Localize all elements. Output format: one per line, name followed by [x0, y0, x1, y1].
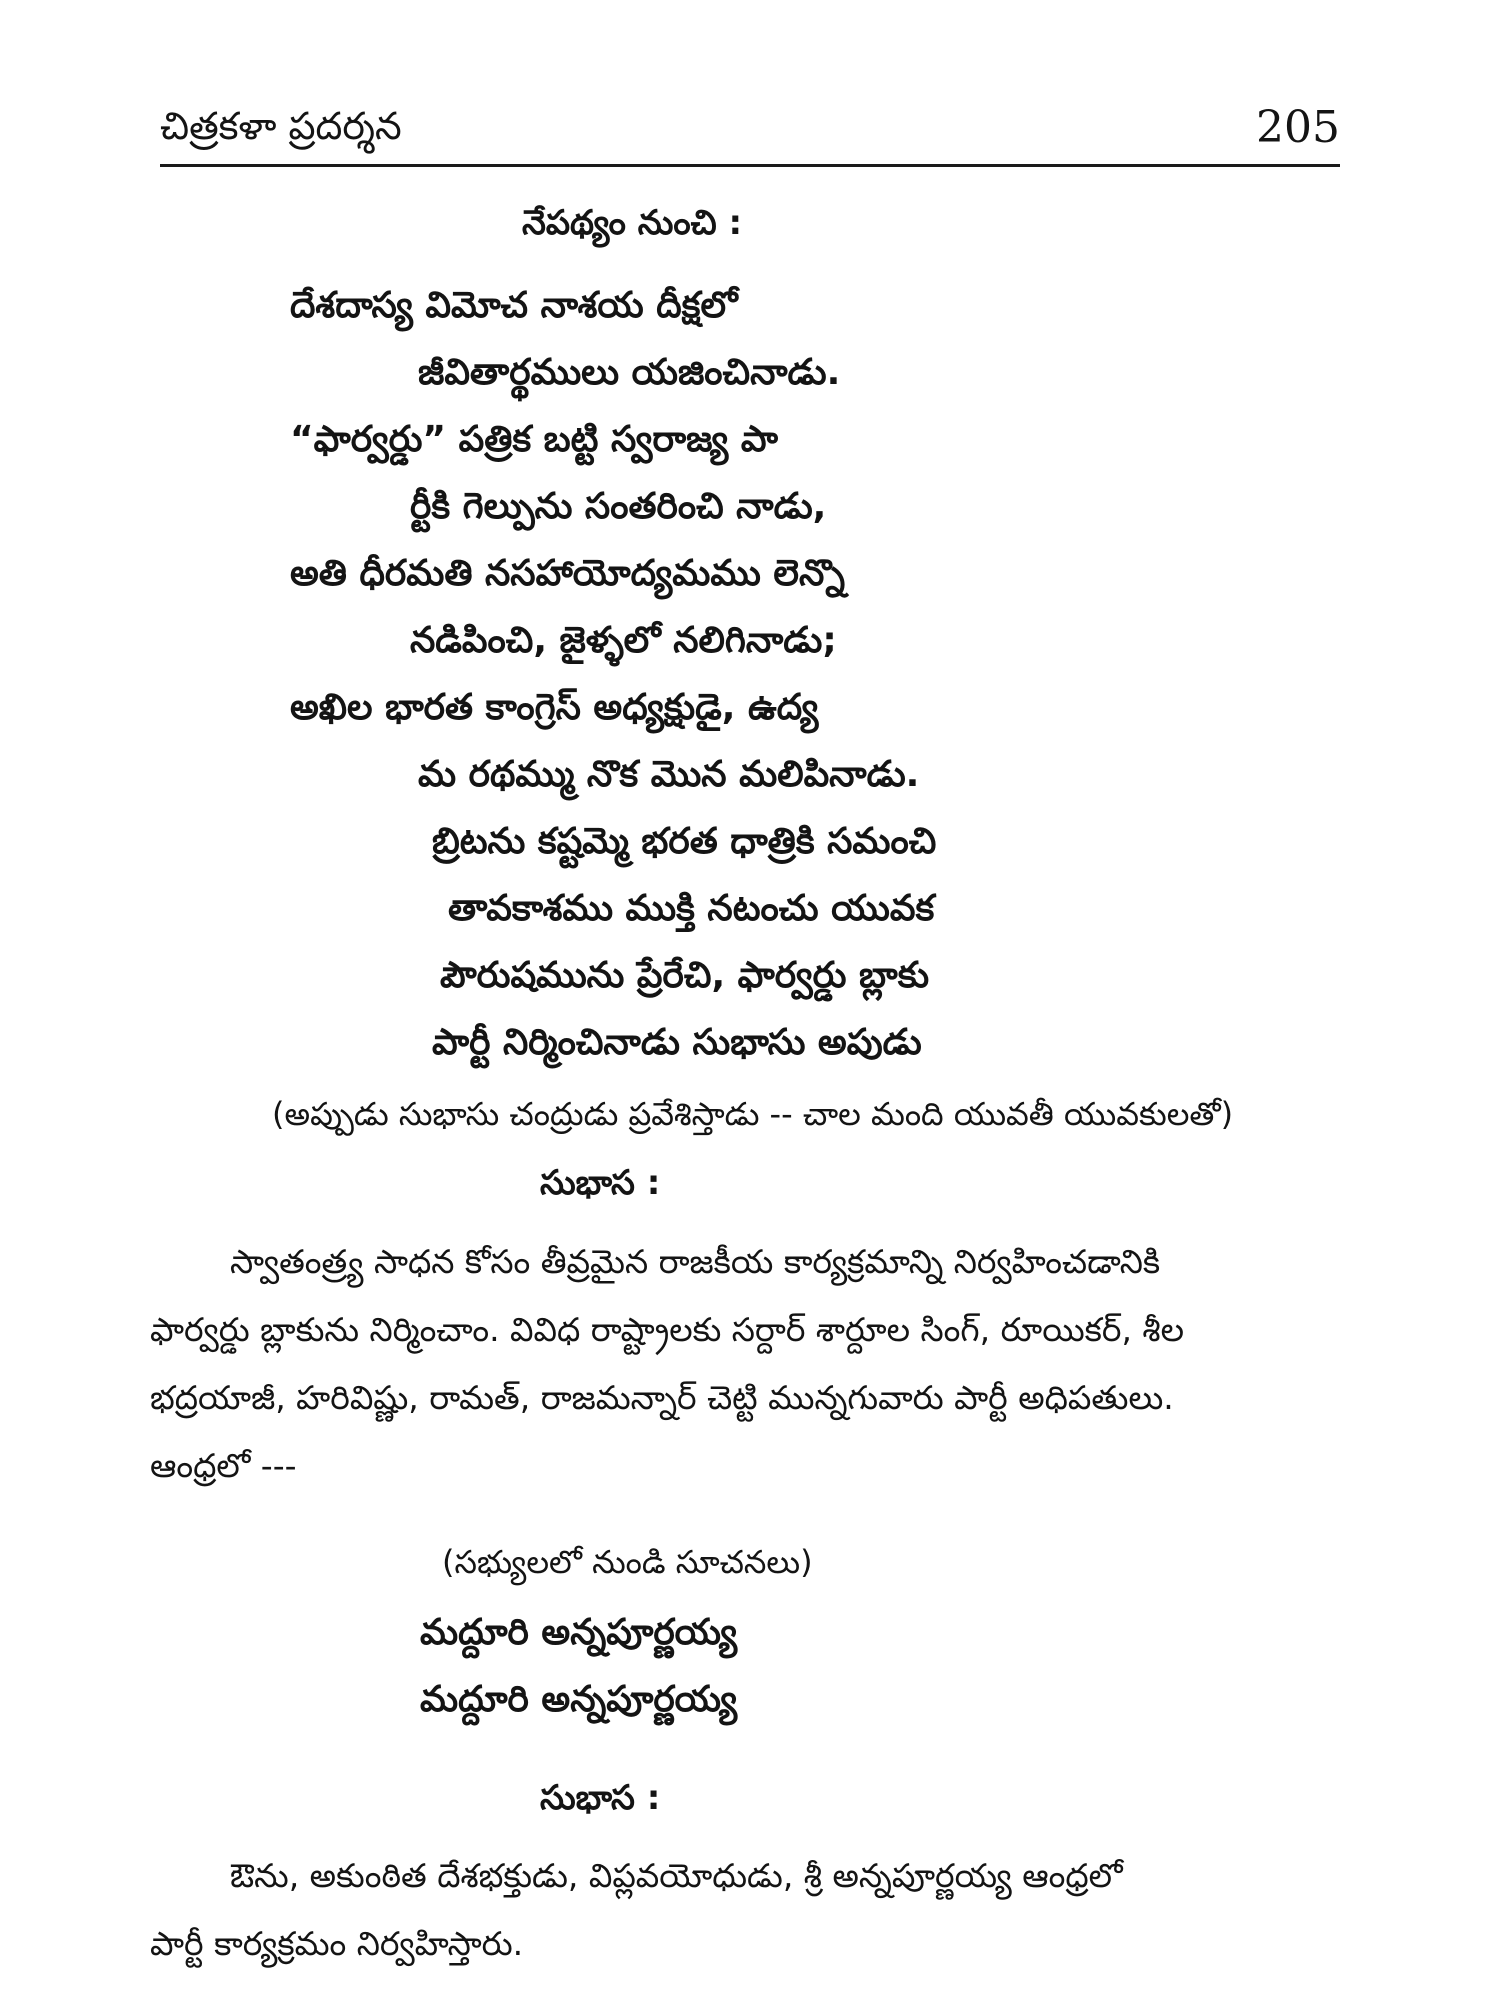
- verse-line: అఖిల భారత కాంగ్రెస్ అధ్యక్షుడై, ఉద్య: [290, 687, 819, 728]
- chant-line: మద్దూరి అన్నపూర్ణయ్య: [420, 1679, 738, 1720]
- prose-line: ఔను, అకుంఠిత దేశభక్తుడు, విప్లవయోధుడు, శ్రీ అన్నపూర్ణయ్య ఆంధ్రలో: [230, 1856, 1123, 1895]
- prose-line: పార్టీ కార్యక్రమం నిర్వహిస్తారు.: [150, 1924, 524, 1963]
- prose-line: భద్రయాజీ, హరివిష్ణు, రామత్, రాజమన్నార్ చెట్టి మున్నగువారు పార్టీ అధిపతులు.: [150, 1378, 1174, 1417]
- prose-line: ఆంధ్రలో ---: [150, 1446, 297, 1485]
- speaker-label-subhas: సుభాస :: [540, 1163, 661, 1203]
- verse-line: పౌరుషమును ప్రేరేచి, ఫార్వర్డు బ్లాకు: [440, 955, 930, 996]
- prose-line: ఫార్వర్డు బ్లాకును నిర్మించాం. వివిధ రాష్ట్రాలకు సర్దార్ శార్దూల సింగ్, రూయికర్, శీల: [150, 1310, 1184, 1349]
- chant-line: మద్దూరి అన్నపూర్ణయ్య: [420, 1612, 738, 1653]
- verse-line: నడిపించి, జైళ్ళలో నలిగినాడు;: [410, 620, 837, 661]
- prose-line: స్వాతంత్ర్య సాధన కోసం తీవ్రమైన రాజకీయ కార్యక్రమాన్ని నిర్వహించడానికి: [230, 1242, 1161, 1281]
- page-number: 205: [1256, 102, 1340, 153]
- verse-line: అతి ధీరమతి నసహాయోద్యమము లెన్నొ: [290, 553, 845, 594]
- verse-line: “ఫార్వర్డు” పత్రిక బట్టి స్వరాజ్య పా: [290, 419, 778, 460]
- verse-line: దేశదాస్య విమోచ నాశయ దీక్షలో: [290, 285, 738, 326]
- verse-line: ర్టీకి గెల్పును సంతరించి నాడు,: [410, 486, 827, 527]
- verse-line: పార్టీ నిర్మించినాడు సుభాసు అపుడు: [432, 1022, 922, 1063]
- speaker-label-subhas: సుభాస :: [540, 1778, 661, 1818]
- verse-line: జీవితార్థములు యజించినాడు.: [418, 352, 841, 393]
- verse-line: మ రథమ్ము నొక మొన మలిపినాడు.: [418, 754, 920, 795]
- running-title: చిత్రకళా ప్రదర్శన: [160, 104, 402, 148]
- stage-direction: (సభ్యులలో నుండి సూచనలు): [442, 1543, 813, 1581]
- stage-direction: (అప్పుడు సుభాసు చంద్రుడు ప్రవేశిస్తాడు -- చాల మంది యువతీ యువకులతో): [272, 1095, 1234, 1133]
- speaker-label-offstage: నేపథ్యం నుంచి :: [522, 203, 743, 243]
- verse-line: తావకాశము ముక్తి నటంచు యువక: [448, 888, 935, 929]
- page-header: [160, 100, 1340, 167]
- verse-line: బ్రిటను కష్టమ్మె భరత ధాత్రికి సమంచి: [432, 821, 937, 862]
